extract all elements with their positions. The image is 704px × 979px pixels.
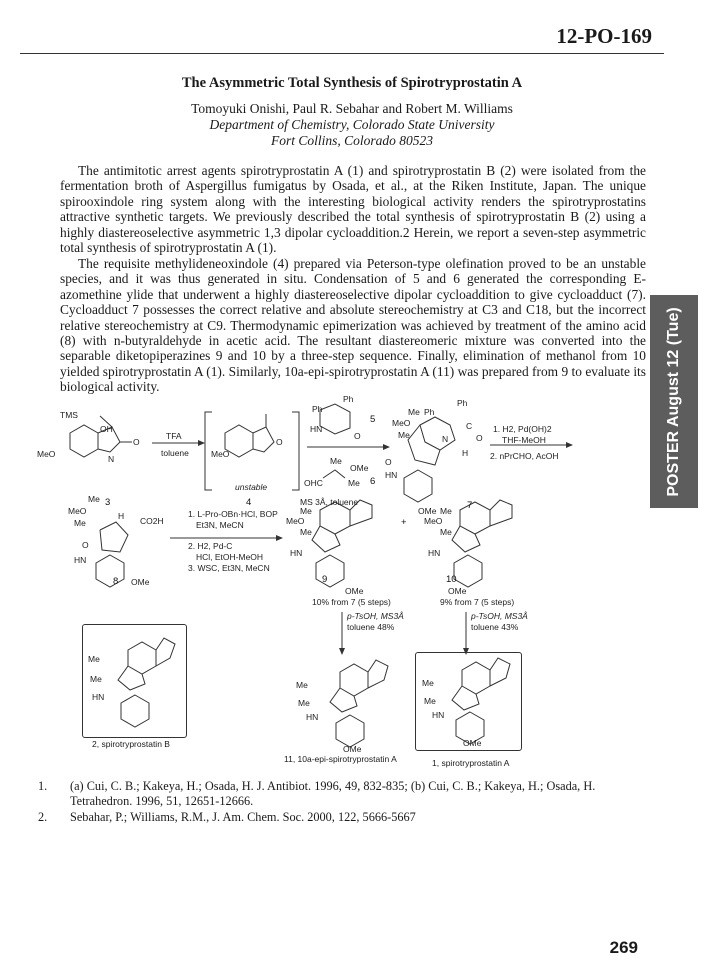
atom-label: HN <box>306 712 319 722</box>
atom-label: Me <box>300 506 312 516</box>
reagent: p-TsOH, MS3Å <box>347 611 404 621</box>
caption-epi-spirotryprostatin-a: 11, 10a-epi-spirotryprostatin A <box>284 754 397 764</box>
reagent: HCl, EtOH-MeOH <box>196 552 264 562</box>
atom-label: MeO <box>211 449 230 459</box>
city: Fort Collins, Colorado 80523 <box>270 133 434 148</box>
atom-label: O <box>385 457 392 467</box>
atom-label: Me <box>348 478 360 488</box>
caption-spirotryprostatin-b: 2, spirotryprostatin B <box>92 739 170 749</box>
atom-label: Ph <box>457 398 468 408</box>
atom-label: O <box>354 431 361 441</box>
yield: 9% from 7 (5 steps) <box>440 597 515 607</box>
atom-label: MeO <box>424 516 443 526</box>
atom-label: C <box>466 421 473 431</box>
reagent: THF-MeOH <box>502 435 546 445</box>
atom-label: Ph <box>424 407 435 417</box>
reagent: MS 3Å, toluene <box>300 497 359 507</box>
atom-label: HN <box>432 710 445 720</box>
compound-number: 10 <box>446 574 457 585</box>
caption-spirotryprostatin-a: 1, spirotryprostatin A <box>432 758 510 768</box>
atom-label: CO2H <box>140 516 164 526</box>
atom-label: OMe <box>131 577 150 587</box>
side-tab-label: POSTER August 12 (Tue) <box>665 306 682 497</box>
department: Department of Chemistry, Colorado State University <box>209 117 495 132</box>
atom-label: OMe <box>350 463 369 473</box>
atom-label: OH <box>100 424 113 434</box>
atom-label: OMe <box>343 744 362 754</box>
page-number: 269 <box>609 938 638 957</box>
atom-label: MeO <box>68 506 87 516</box>
atom-label: Me <box>298 698 310 708</box>
compound-number: 4 <box>246 497 252 508</box>
compound-number: 8 <box>113 576 119 587</box>
reagent: toluene 48% <box>347 622 395 632</box>
benzene-ring <box>70 425 98 457</box>
atom-label: Me <box>296 680 308 690</box>
atom-label: MeO <box>392 418 411 428</box>
atom-label: N <box>442 434 449 444</box>
atom-label: Me <box>422 678 434 688</box>
reference-text: (a) Cui, C. B.; Kakeya, H.; Osada, H. J. Antibiot. 1996, 49, 832-835; (b) Cui, C. B.; Kakeya, H.; Osada, H. Tetrahedron. 1996, 51, 12651-12666. <box>70 779 596 808</box>
poster-code: 12-PO-169 <box>556 24 652 48</box>
reagent: 1. H2, Pd(OH)2 <box>493 424 552 434</box>
atom-label: Me <box>330 456 342 466</box>
atom-label: O <box>276 437 283 447</box>
atom-label: Me <box>90 674 102 684</box>
atom-label: OMe <box>448 586 467 596</box>
authors: Tomoyuki Onishi, Paul R. Sebahar and Robert M. Williams <box>191 101 513 116</box>
atom-label: Me <box>424 696 436 706</box>
atom-label: HN <box>428 548 441 558</box>
reagent: 2. nPrCHO, AcOH <box>490 451 559 461</box>
atom-label: Me <box>440 527 452 537</box>
atom-label: Me <box>408 407 420 417</box>
reagent: 3. WSC, Et3N, MeCN <box>188 563 270 573</box>
unstable-label: unstable <box>235 482 268 492</box>
reference-1 <box>38 779 658 809</box>
reagent: toluene <box>161 448 189 458</box>
atom-label: HN <box>74 555 87 565</box>
paragraph: The requisite methylideneoxindole (4) prepared via Peterson-type olefination proved to be an unstable species, and it was thus generated in situ. Condensation of 5 and 6 generated the corresponding E-azomethine ylide that underwent a highly diastereoselective dipolar cycloaddition to give cycloadduct (7). Cycloadduct 7 possesses the correct relative and absolute stereochemistry at C3 and C18, but the incorrect relative stereochemistry at C9. Thermodynamic epimerization was achieved by treatment of the amino acid (8) with n-butyraldehyde in acetic acid. The resultant diastereomeric mixture was converted into the separable diketopiperazines 9 and 10 by a three-step sequence. Finally, elimination of methanol from 10 yielded spirotryprostatin A (1). Similarly, 10a-epi-spirotryprostatin A (11) was prepared from 9 to evaluate its biological activity. <box>60 255 646 395</box>
atom-label: O <box>82 540 89 550</box>
reagent: 2. H2, Pd-C <box>188 541 233 551</box>
reagent: p-TsOH, MS3Å <box>471 611 528 621</box>
atom-label: Me <box>440 506 452 516</box>
atom-label: O <box>476 433 483 443</box>
atom-label: OMe <box>463 738 482 748</box>
atom-label: OMe <box>345 586 364 596</box>
compound-number: 6 <box>370 476 376 487</box>
compound-number: 5 <box>370 414 376 425</box>
atom-label: HN <box>290 548 303 558</box>
atom-label: OMe <box>418 506 437 516</box>
compound-number: 3 <box>105 497 111 508</box>
reference-2 <box>38 810 658 825</box>
atom-label: MeO <box>37 449 56 459</box>
atom-label: Me <box>74 518 86 528</box>
atom-label: Me <box>398 430 410 440</box>
reference-number: 2. <box>38 810 48 824</box>
atom-label: H <box>462 448 469 458</box>
reference-text: Sebahar, P.; Williams, R.M., J. Am. Chem. Soc. 2000, 122, 5666-5667 <box>70 810 416 824</box>
atom-label: HN <box>92 692 105 702</box>
atom-label: HN <box>385 470 398 480</box>
atom-label: O <box>133 437 140 447</box>
reagent: TFA <box>166 431 182 441</box>
atom-label: OHC <box>304 478 323 488</box>
atom-label: Ph <box>312 404 323 414</box>
reference-number: 1. <box>38 779 48 793</box>
atom-label: MeO <box>286 516 305 526</box>
paper-title: The Asymmetric Total Synthesis of Spirotryprostatin A <box>181 75 523 91</box>
atom-label: HN <box>310 424 323 434</box>
atom-label: Me <box>88 494 100 504</box>
atom-label: TMS <box>60 410 78 420</box>
atom-label: Me <box>300 527 312 537</box>
reagent: Et3N, MeCN <box>196 520 244 530</box>
reagent: 1. L-Pro-OBn·HCl, BOP <box>188 509 278 519</box>
compound-number: 7 <box>467 500 473 511</box>
atom-label: Ph <box>343 394 354 404</box>
paragraph: The antimitotic arrest agents spirotryprostatin A (1) and spirotryprostatin B (2) were isolated from the fermentation broth of Aspergillus fumigatus by Osada, et al., at the Riken Institute, Japan. The unique spirooxindole ring system along with the interesting biological activity renders the spirotryprostatins attractive synthetic targets. We previously described the total synthesis of spirotryprostatin B (2) using a highly diastereoselective asymmetric 1,3 dipolar cycloaddition.2 Herein, we report a seven-step asymmetric total synthesis of spirotryprostatin A (1). <box>60 163 646 256</box>
atom-label: H <box>118 511 125 521</box>
yield: 10% from 7 (5 steps) <box>312 597 391 607</box>
reagent: toluene 43% <box>471 622 519 632</box>
plus-sign: + <box>401 517 407 528</box>
compound-number: 9 <box>322 574 328 585</box>
atom-label: N <box>108 454 115 464</box>
atom-label: Me <box>88 654 100 664</box>
